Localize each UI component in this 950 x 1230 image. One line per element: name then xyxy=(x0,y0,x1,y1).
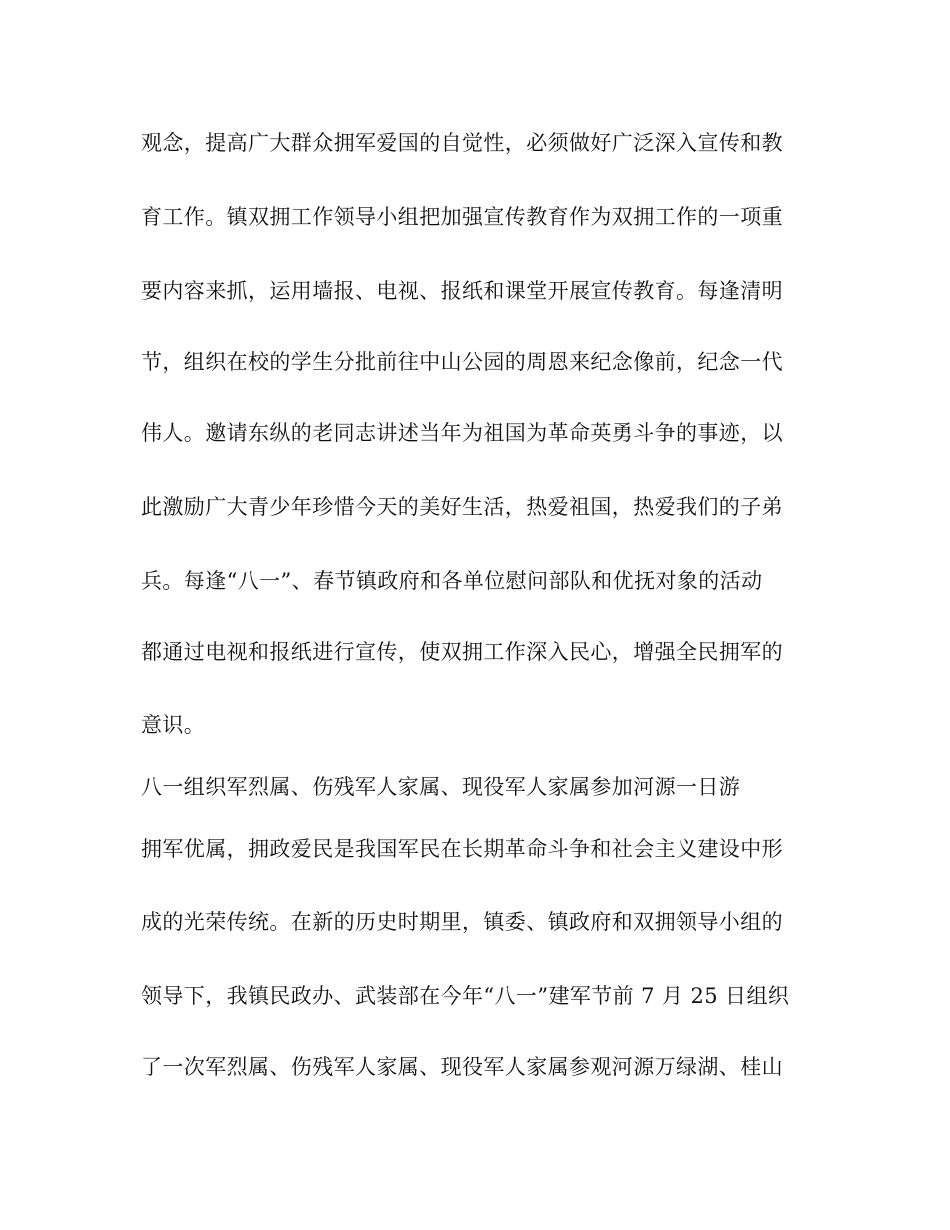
text-line: 节，组织在校的学生分批前往中山公园的周恩来纪念像前，纪念一代 xyxy=(141,350,783,374)
text-line: 伟人。邀请东纵的老同志讲述当年为祖国为革命英勇斗争的事迹，以 xyxy=(141,421,783,445)
text-line: 领导下，我镇民政办、武装部在今年“八一”建军节前 7 月 25 日组织 xyxy=(141,984,790,1008)
section-heading: 八一组织军烈属、伤残军人家属、现役军人家属参加河源一日游 xyxy=(141,775,741,799)
text-line: 要内容来抓，运用墙报、电视、报纸和课堂开展宣传教育。每逢清明 xyxy=(141,279,783,303)
text-line: 意识。 xyxy=(141,713,206,737)
text-line: 兵。每逢“八一”、春节镇政府和各单位慰问部队和优抚对象的活动 xyxy=(141,569,763,593)
text-line: 都通过电视和报纸进行宣传，使双拥工作深入民心，增强全民拥军的 xyxy=(141,640,783,664)
text-line: 育工作。镇双拥工作领导小组把加强宣传教育作为双拥工作的一项重 xyxy=(141,205,783,229)
text-line: 拥军优属，拥政爱民是我国军民在长期革命斗争和社会主义建设中形 xyxy=(141,837,783,861)
text-line: 成的光荣传统。在新的历史时期里，镇委、镇政府和双拥领导小组的 xyxy=(141,910,783,934)
text-line: 此激励广大青少年珍惜今天的美好生活，热爱祖国，热爱我们的子弟 xyxy=(141,495,783,519)
text-line: 观念，提高广大群众拥军爱国的自觉性，必须做好广泛深入宣传和教 xyxy=(141,131,783,155)
text-line: 了一次军烈属、伤残军人家属、现役军人家属参观河源万绿湖、桂山 xyxy=(141,1055,783,1079)
